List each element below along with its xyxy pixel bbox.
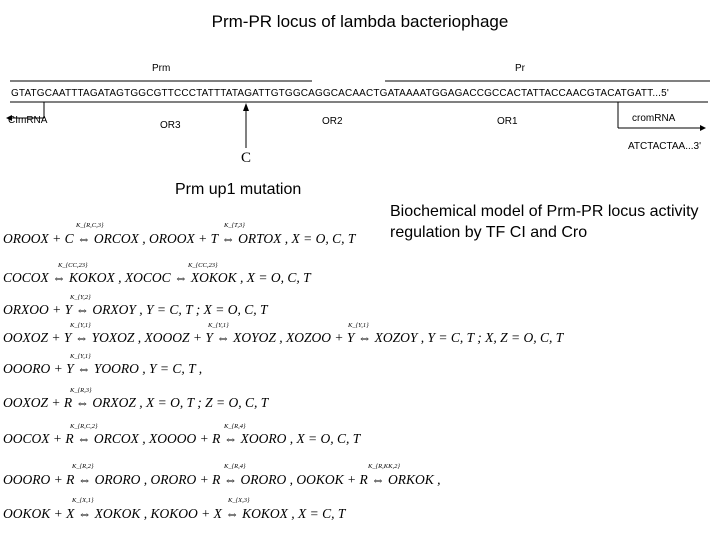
equation: COCOX ⇔ KOKOX , XOCOC ⇔ XOKOK , X = O, C, T bbox=[3, 270, 311, 285]
or3-label: OR3 bbox=[160, 120, 181, 131]
rate-constant: K_{X,1} bbox=[72, 497, 94, 504]
pr-label: Pr bbox=[515, 63, 525, 74]
c-label: C bbox=[241, 150, 252, 166]
rate-constant: K_{R,KK,2} bbox=[368, 463, 400, 470]
rate-constant: K_{Y,1} bbox=[208, 322, 229, 329]
equation: OOORO + R ⇔ ORORO , ORORO + R ⇔ ORORO , OOKOK + R ⇔ ORKOK , bbox=[3, 472, 441, 487]
rate-constant: K_{CC,23} bbox=[58, 262, 88, 269]
rate-constant: K_{R,4} bbox=[224, 463, 246, 470]
page-title: Prm-PR locus of lambda bacteriophage bbox=[211, 12, 509, 31]
cromrna-label: cromRNA bbox=[632, 113, 676, 124]
model-description: Biochemical model of Prm-PR locus activity regulation by TF CI and Cro bbox=[390, 203, 699, 241]
rate-constant: K_{R,4} bbox=[224, 423, 246, 430]
rate-constant: K_{R,C,3} bbox=[76, 222, 104, 229]
rate-constant: K_{Y,1} bbox=[70, 353, 91, 360]
equation: OOXOZ + R ⇔ ORXOZ , X = O, T ; Z = O, C, T bbox=[3, 395, 269, 410]
rate-constant: K_{R,C,2} bbox=[70, 423, 98, 430]
rate-constant: K_{Y,2} bbox=[70, 294, 91, 301]
prm-label: Prm bbox=[152, 63, 171, 74]
or2-label: OR2 bbox=[322, 116, 343, 127]
equation: OOCOX + R ⇔ ORCOX , XOOOO + R ⇔ XOORO , X = O, C, T bbox=[3, 431, 361, 446]
tail-sequence: ATCTACTAA...3' bbox=[628, 141, 702, 152]
rate-constant: K_{R,3} bbox=[70, 387, 92, 394]
rate-constant: K_{Y,1} bbox=[348, 322, 369, 329]
cromrna-arrowhead bbox=[700, 125, 706, 131]
c-arrowhead bbox=[243, 103, 249, 111]
equation: OROOX + C ⇔ ORCOX , OROOX + T ⇔ ORTOX , X = O, C, T bbox=[3, 231, 356, 246]
equation: OOORO + Y ⇔ YOORO , Y = C, T , bbox=[3, 361, 203, 376]
mutation-label: Prm up1 mutation bbox=[175, 181, 302, 198]
equation: OOKOK + X ⇔ XOKOK , KOKOO + X ⇔ KOKOX , X = C, T bbox=[3, 506, 346, 521]
rate-constant: K_{X,3} bbox=[228, 497, 250, 504]
rate-constant: K_{Y,1} bbox=[70, 322, 91, 329]
rate-constant: K_{R,2} bbox=[72, 463, 94, 470]
rate-constant: K_{CC,23} bbox=[188, 262, 218, 269]
equation: ORXOO + Y ⇔ ORXOY , Y = C, T ; X = O, C, T bbox=[3, 302, 268, 317]
dna-sequence: GTATGCAATTTAGATAGTGGCGTTCCCTATTTATAGATTGTGGCAGGCACAACTGATAAAATGGAGACCGCCACTATTACCAACGTACATGATT...5' bbox=[11, 88, 669, 99]
equation: OOXOZ + Y ⇔ YOXOZ , XOOOZ + Y ⇔ XOYOZ , XOZOO + Y ⇔ XOZOY , Y = C, T ; X, Z = O, C, T bbox=[3, 330, 564, 345]
rate-constant: K_{T,3} bbox=[224, 222, 245, 229]
or1-label: OR1 bbox=[497, 116, 518, 127]
cimrna-label: CImRNA bbox=[8, 115, 48, 126]
